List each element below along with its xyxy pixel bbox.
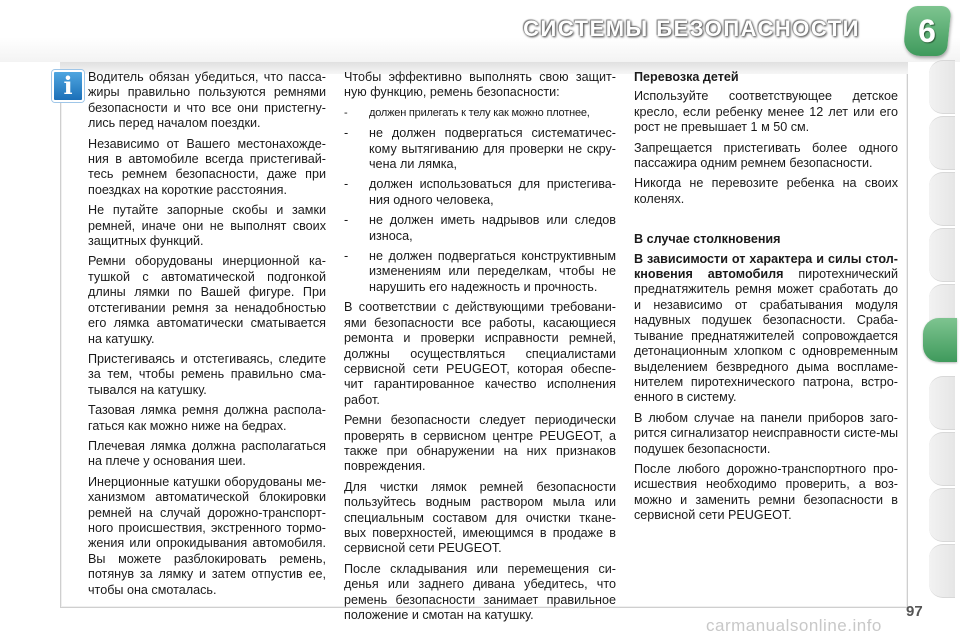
paragraph: Пристегиваясь и отстегиваясь, следите за тем, чтобы ремень правильно сма-тывался на катушку. xyxy=(88,351,326,397)
collision-paragraph xyxy=(634,252,898,406)
paragraph: В любом случае на панели приборов заго-рится сигнализатор неисправности систе-мы подушек безопасности. xyxy=(634,410,898,456)
heading-child-transport: Перевозка детей xyxy=(634,70,739,84)
column-middle xyxy=(344,70,616,628)
paragraph: Плечевая лямка должна располагаться на плече у основания шеи. xyxy=(88,438,326,469)
paragraph: Никогда не перевозите ребенка на своих коленях. xyxy=(634,176,898,206)
chapter-tabs xyxy=(925,60,960,620)
paragraph: Ремни оборудованы инерционной ка-тушкой с автоматической подгонкой длины лямки по Вашей фигуре. При отстегивании ремня за ненадобностью его лямка автоматически сматывается на катушку. xyxy=(88,254,326,346)
page-header xyxy=(0,0,960,62)
chapter-tab-4[interactable] xyxy=(929,228,955,282)
chapter-badge xyxy=(902,6,951,56)
list-item-text: не должен подвергаться конструктивным изменениям или переделкам, чтобы не нарушить его надежность и прочность. xyxy=(369,249,616,294)
list-item xyxy=(344,177,616,208)
paragraph: Тазовая лямка ремня должна распола-гаться как можно ниже на бедрах. xyxy=(88,403,326,433)
page-number: 97 xyxy=(906,603,923,620)
collision-bold-text: В зависимости от характера и силы стол-кновения автомобиля xyxy=(634,251,898,282)
list-item xyxy=(344,213,616,244)
dash-marker: - xyxy=(344,249,349,264)
chapter-number: 6 xyxy=(918,13,936,49)
paragraph: Запрещается пристегивать более одного пассажира одним ремнем безопасности. xyxy=(634,140,898,171)
paragraph: В соответствии с действующими требовани-ями безопасности все работы, касающиеся ремонта и проверки исправности ремней, должны осуществляться специалистами сервисной сети PEUGEOT, которая обеспе-чит гарантированное качество исполнения работ. xyxy=(344,300,616,407)
paragraph: Используйте соответствующее детское кресло, если ребенку менее 12 лет или его рост не превышает 1 м 50 см. xyxy=(634,89,898,135)
chapter-tab-7[interactable] xyxy=(929,376,955,430)
watermark: carmanualsonline.info xyxy=(706,616,882,635)
dash-marker: - xyxy=(344,126,349,141)
list-item-text: не должен иметь надрывов или следов износа, xyxy=(369,213,616,243)
dash-marker: - xyxy=(344,213,349,228)
chapter-tab-3[interactable] xyxy=(929,172,955,226)
column-right xyxy=(634,70,898,529)
chapter-tab-8[interactable] xyxy=(929,432,955,486)
paragraph: Водитель обязан убедиться, что пасса-жиры правильно пользуются ремнями безопасности и что все они пристегну-лись перед началом поездки. xyxy=(88,70,326,131)
chapter-tab-1[interactable] xyxy=(929,60,955,114)
dash-marker: - xyxy=(344,106,348,119)
list-item-text: не должен подвергаться систематичес-кому вытягиванию для проверки не скру-чена ли лямка, xyxy=(369,126,616,172)
column-left xyxy=(88,70,326,603)
list-item xyxy=(344,249,616,295)
list-item xyxy=(344,106,616,121)
chapter-tab-9[interactable] xyxy=(929,488,955,542)
list-item xyxy=(344,126,616,172)
paragraph: Для чистки лямок ремней безопасности пользуйтесь водным раствором мыла или специальным составом для очистки ткане-вых поверхностей, имеющимся в продаже в сервисной сети PEUGEOT. xyxy=(344,479,616,556)
heading-collision: В случае столкновения xyxy=(634,232,781,247)
chapter-tab-2[interactable] xyxy=(929,116,955,170)
dash-marker: - xyxy=(344,177,349,192)
intro-paragraph: Чтобы эффективно выполнять свою защит-ную функцию, ремень безопасности: xyxy=(344,70,616,100)
paragraph: После складывания или перемещения си-денья или заднего дивана убедитесь, что ремень безопасности занимает правильное положение и смотан на катушку. xyxy=(344,561,616,622)
spacer xyxy=(634,212,898,232)
paragraph: После любого дорожно-транспортного про-исшествия необходимо проверить, а воз-можно и заменить ремни безопасности в сервисной сети PEUGEOT. xyxy=(634,461,898,523)
list-item-text: должен использоваться для пристегива-ния одного человека, xyxy=(369,177,616,207)
list-item-text: должен прилегать к телу как можно плотнее, xyxy=(369,106,590,119)
paragraph: Ремни безопасности следует периодически проверять в сервисном центре PEUGEOT, а также при обнаружении на них признаков повреждения. xyxy=(344,413,616,474)
paragraph: Независимо от Вашего местонахожде-ния в автомобиле всегда пристегивай-тесь ремнем безопасности, даже при поездках на короткие расстояния. xyxy=(88,136,326,197)
paragraph: Не путайте запорные скобы и замки ремней, иначе они не выполнят своих защитных функций. xyxy=(88,203,326,249)
paragraph: Инерционные катушки оборудованы ме-ханизмом автоматической блокировки ремней на случай дорожно-транспорт-ного происшествия, экстренного тормо-жения или опрокидывания автомобиля. Вы можете разблокировать ремень, потянув за лямку и затем отпустив ее, чтобы она смоталась. xyxy=(88,474,326,597)
chapter-tab-6-active[interactable] xyxy=(923,318,957,362)
collision-text: пиротехнический преднатяжитель ремня может сработать до и независимо от срабатывания модуля надувных подушек безопасности. Сраба-тывание преднатяжителей сопровождается детонационным хлопком с одновременным выделением безвредного дыма воспламе-нителем пиротехнического патрона, встро-енного в систему. xyxy=(634,267,898,405)
chapter-tab-10[interactable] xyxy=(929,544,955,598)
section-title: СИСТЕМЫ БЕЗОПАСНОСТИ xyxy=(523,16,860,41)
info-icon: i xyxy=(52,70,84,102)
